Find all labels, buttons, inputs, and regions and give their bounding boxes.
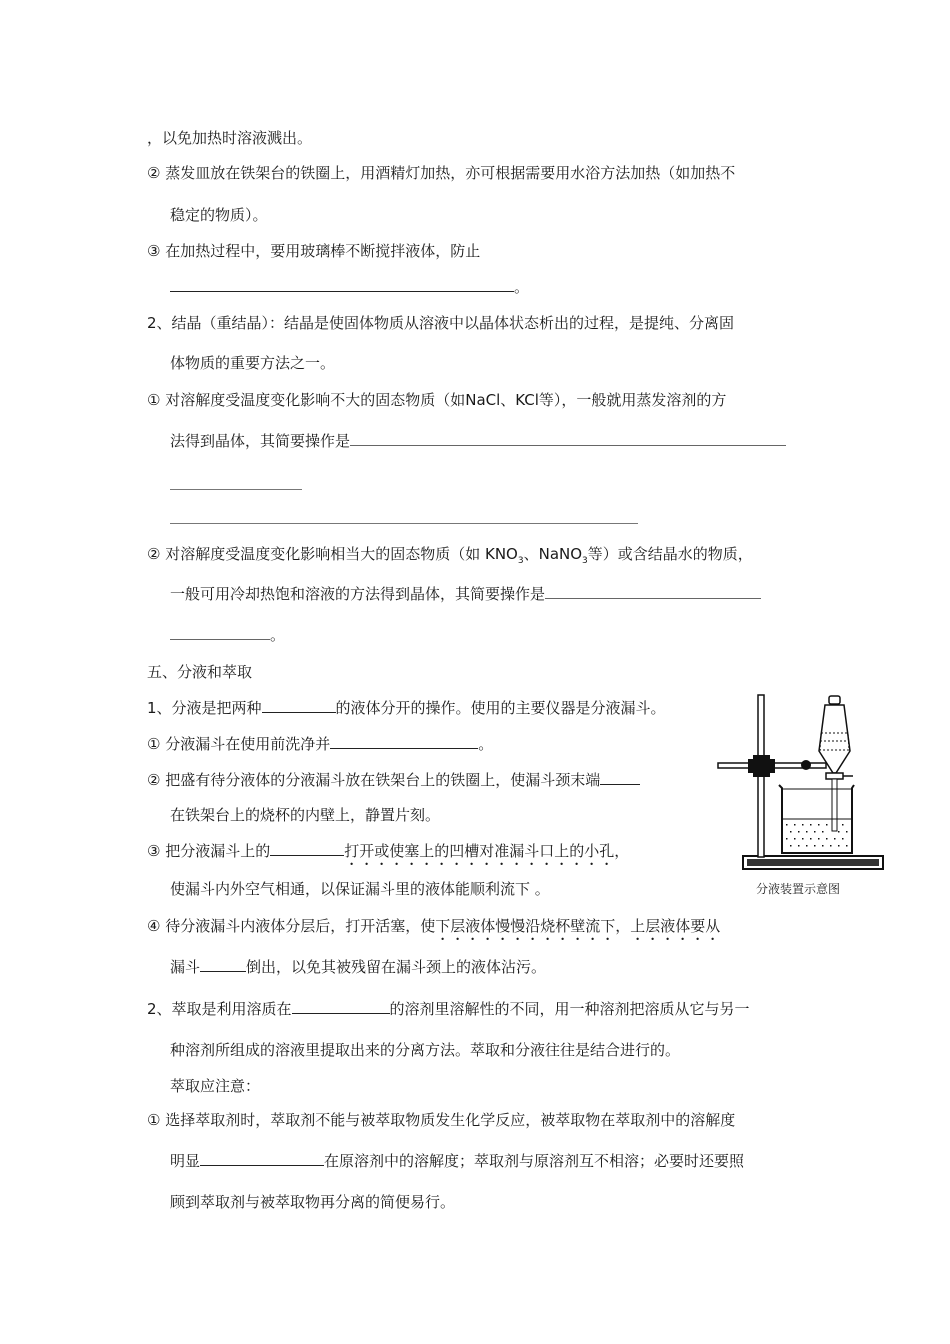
question-text: ③ 把分液漏斗上的 [147,842,271,860]
question-text: ④ 待分液漏斗内液体分层后，打开活塞，使 [147,917,436,935]
answer-blank[interactable] [170,625,270,640]
answer-blank[interactable] [292,999,390,1014]
question-text: 1、分液是把两种 [147,699,262,717]
question-text: 漏斗 [170,958,201,976]
text-line: 稳定的物质）。 [170,206,268,224]
text-line: ① 对溶解度受温度变化影响不大的固态物质（如NaCl、KCl等），一般就用蒸发溶剂的方 [147,391,727,409]
text-line [147,999,750,1019]
question-text: 下层液体慢慢沿烧杯壁流下，上层液体要从 [435,917,721,935]
answer-blank[interactable] [170,277,514,292]
separatory-funnel-diagram [713,693,888,878]
answer-blank[interactable] [200,1151,324,1166]
question-text: ② 把盛有待分液体的分液漏斗放在铁架台上的铁圈上，使漏斗颈末端 [147,771,601,789]
text-line [147,770,640,790]
period: 。 [270,626,286,644]
section-heading: 五、分液和萃取 [147,663,253,681]
text-line: ③ 在加热过程中，要用玻璃棒不断搅拌液体，防止 [147,242,481,260]
text-line: ② 蒸发皿放在铁架台的铁圈上，用酒精灯加热，亦可根据需要用水浴方法加热（如加热不 [147,164,736,182]
text-line: ，以免加热时溶液溅出。 [147,129,313,147]
text-line [170,277,529,297]
text-line [147,544,753,571]
period: 。 [514,278,530,296]
text-line: 种溶剂所组成的溶液里提取出来的分离方法。萃取和分液往往是结合进行的。 [170,1041,681,1059]
question-text: 明显 [170,1152,201,1170]
question-text: 法得到晶体，其简要操作是 [170,432,351,450]
answer-blank[interactable] [200,957,246,972]
text-line: 萃取应注意： [170,1077,261,1095]
question-text: 打开或使塞上的凹槽对准漏斗口上的小孔， [344,842,630,860]
text-line [170,625,285,645]
figure-caption: 分液装置示意图 [756,882,841,896]
question-text: 的溶剂里溶解性的不同，用一种溶剂把溶质从它与另一 [389,1000,750,1018]
answer-blank[interactable] [262,698,336,713]
text-line [147,698,666,718]
text-line [170,957,546,977]
subscript: 3 [517,556,524,566]
text-line: 2、结晶（重结晶）：结晶是使固体物质从溶液中以晶体状态析出的过程，是提纯、分离固 [147,314,735,332]
text-line: 体物质的重要方法之一。 [170,354,336,372]
answer-blank[interactable] [270,841,344,856]
question-text: 2、萃取是利用溶质在 [147,1000,292,1018]
question-text: 倒出，以免其被残留在漏斗颈上的液体沾污。 [246,958,547,976]
question-text: 一般可用冷却热饱和溶液的方法得到晶体，其简要操作是 [170,585,546,603]
text-line [147,734,493,754]
question-text: 等）或含结晶水的物质， [587,545,753,563]
text-line [170,584,761,604]
subscript: 3 [582,556,588,566]
question-text: 在原溶剂中的溶解度；萃取剂与原溶剂互不相溶；必要时还要照 [324,1152,745,1170]
answer-blank[interactable] [170,523,638,524]
period: 。 [478,735,494,753]
text-line: 使漏斗内外空气相通，以保证漏斗里的液体能顺利流下 。 [170,880,550,898]
text-line [147,841,629,869]
text-line: 在铁架台上的烧杯的内壁上，静置片刻。 [170,806,441,824]
text-line [147,916,720,944]
answer-blank[interactable] [170,489,302,490]
answer-blank[interactable] [350,431,786,446]
separatory-funnel-figure [713,693,888,903]
question-text: 的液体分开的操作。使用的主要仪器是分液漏斗。 [335,699,666,717]
text-line: ① 选择萃取剂时，萃取剂不能与被萃取物质发生化学反应，被萃取物在萃取剂中的溶解度 [147,1111,736,1129]
question-text: ① 分液漏斗在使用前洗净并 [147,735,331,753]
answer-blank[interactable] [545,584,761,599]
text-line [170,1151,744,1171]
answer-blank[interactable] [330,734,478,749]
text-line: 顾到萃取剂与被萃取物再分离的简便易行。 [170,1193,456,1211]
text-line [170,431,786,451]
question-text: ② 对溶解度受温度变化影响相当大的固态物质（如 KNO [147,545,518,563]
answer-blank[interactable] [600,770,640,785]
question-text: 、NaNO [523,545,583,563]
